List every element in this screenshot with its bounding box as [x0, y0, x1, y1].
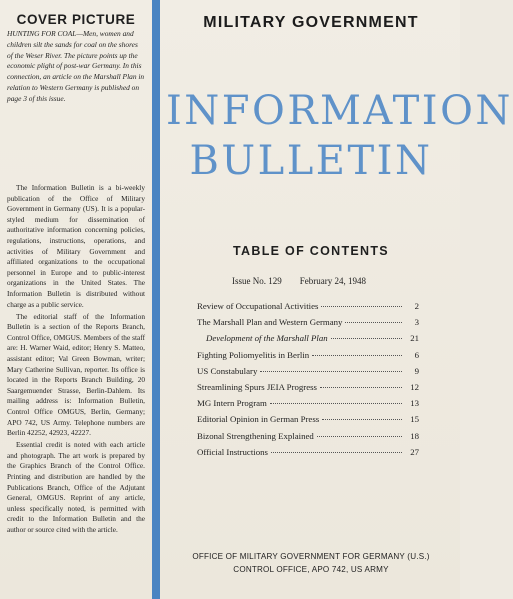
toc-heading: TABLE OF CONTENTS: [233, 244, 389, 258]
toc-entry[interactable]: [197, 431, 419, 447]
toc-entry-label: US Constabulary: [197, 365, 258, 376]
toc-entry-label: MG Intern Program: [197, 398, 267, 409]
toc-entry-page: 3: [414, 317, 419, 328]
cover-picture-caption: HUNTING FOR COAL—Men, women and children silt the sands for coal on the shores of the Weser River. The picture points up the economic plight of post-war Germany. In this connection, an article on the Marshall Plan in relation to Western Germany is published on page 3 of this issue.: [7, 29, 145, 103]
issue-number: Issue No. 129: [232, 276, 282, 286]
footer-line2: CONTROL OFFICE, APO 742, US ARMY: [233, 564, 389, 574]
toc-entry-page: 2: [414, 301, 419, 311]
issue-line: [232, 276, 366, 286]
leader-dots: [260, 371, 402, 372]
cover-picture-title: COVER PICTURE: [16, 12, 136, 27]
toc-entry-label: Review of Occupational Activities: [197, 301, 319, 311]
leader-dots: [270, 403, 402, 404]
leader-dots: [271, 452, 402, 453]
leader-dots: [317, 436, 402, 437]
footer-line1: OFFICE OF MILITARY GOVERNMENT FOR GERMANY (U.S.): [192, 552, 430, 561]
toc-entry-label: Streamlining Spurs JEIA Progress: [197, 381, 317, 392]
leader-dots: [345, 322, 402, 323]
toc-entry-page: 13: [410, 398, 419, 409]
cover-picture-section: [7, 12, 145, 105]
leader-dots: [322, 419, 402, 420]
toc-entry-page: 15: [410, 414, 419, 425]
toc-entry-label: Fighting Poliomyelitis in Berlin: [197, 349, 310, 360]
toc-entry[interactable]: [197, 366, 419, 382]
toc-entry[interactable]: [197, 350, 419, 366]
toc-entry-page: 9: [414, 365, 419, 376]
toc-entry-label: Development of the Marshall Plan: [206, 333, 328, 344]
about-paragraph: The Information Bulletin is a bi-weekly publication of the Office of Military Government in Germany (US). It is a popular-styled medium for dissemination of authoritative information concerning policies, regulations, instructions, operations, and activities of Military Government and affiliated organizations to the occupational personnel in Europe and to public-interest organizations in the United States. The Information Bulletin is distributed without charge as a public service.: [7, 183, 145, 309]
masthead-title-line2: BULLETIN: [189, 138, 433, 184]
toc-entry-page: 6: [414, 349, 419, 360]
toc-entry-label: Bizonal Strengthening Explained: [197, 430, 314, 441]
toc-list: [197, 301, 419, 463]
toc-entry-page: 12: [410, 381, 419, 392]
toc-entry[interactable]: [197, 301, 419, 317]
toc-entry[interactable]: [197, 398, 419, 414]
masthead-title-line1: INFORMATION: [166, 88, 513, 134]
publisher-footer: [166, 551, 456, 576]
toc-entry[interactable]: [197, 447, 419, 463]
toc-entry[interactable]: [197, 382, 419, 398]
blue-divider-stripe: [152, 0, 160, 599]
toc-entry-page: 21: [410, 333, 419, 344]
toc-subentry[interactable]: [197, 333, 419, 349]
about-bulletin-section: [7, 183, 145, 537]
masthead-org: MILITARY GOVERNMENT: [203, 14, 419, 31]
leader-dots: [331, 338, 402, 339]
leader-dots: [320, 387, 402, 388]
toc-entry-label: Editorial Opinion in German Press: [197, 414, 320, 425]
issue-date: February 24, 1948: [299, 276, 366, 286]
leader-dots: [312, 355, 402, 356]
toc-entry-page: 27: [410, 446, 419, 457]
toc-entry-page: 18: [410, 430, 419, 441]
toc-entry-label: Official Instructions: [197, 446, 268, 457]
about-paragraph: The editorial staff of the Information Bulletin is a section of the Reports Branch, Control Office, OMGUS. Members of the staff are: H. Warner Waid, editor; Henry S. Matteo, assistant editor; Val Green Bowman, writer; Mary Catherine Sullivan, reporter. Its office is located in the Reports Branch Building, 20 Saargemuender Strasse, Berlin-Dahlem. Its mailing address is: Information Bulletin, Control Office OMGUS, Berlin, Germany; APO 742, US Army. Telephone numbers are Berlin 42252, 42923, 42227.: [7, 311, 145, 438]
toc-entry[interactable]: [197, 317, 419, 333]
toc-entry-label: The Marshall Plan and Western Germany: [197, 317, 343, 328]
leader-dots: [321, 306, 402, 307]
toc-entry[interactable]: [197, 414, 419, 430]
about-paragraph: Essential credit is noted with each article and photograph. The art work is prepared by the Graphics Branch of the Control Office. Printing and distribution are handled by the Publications Branch, Office of the Adjutant General, OMGUS. Reprint of any article, unless specifically noted, is permitted with credit to the Information Bulletin and the author or source cited with the article.: [7, 440, 145, 534]
